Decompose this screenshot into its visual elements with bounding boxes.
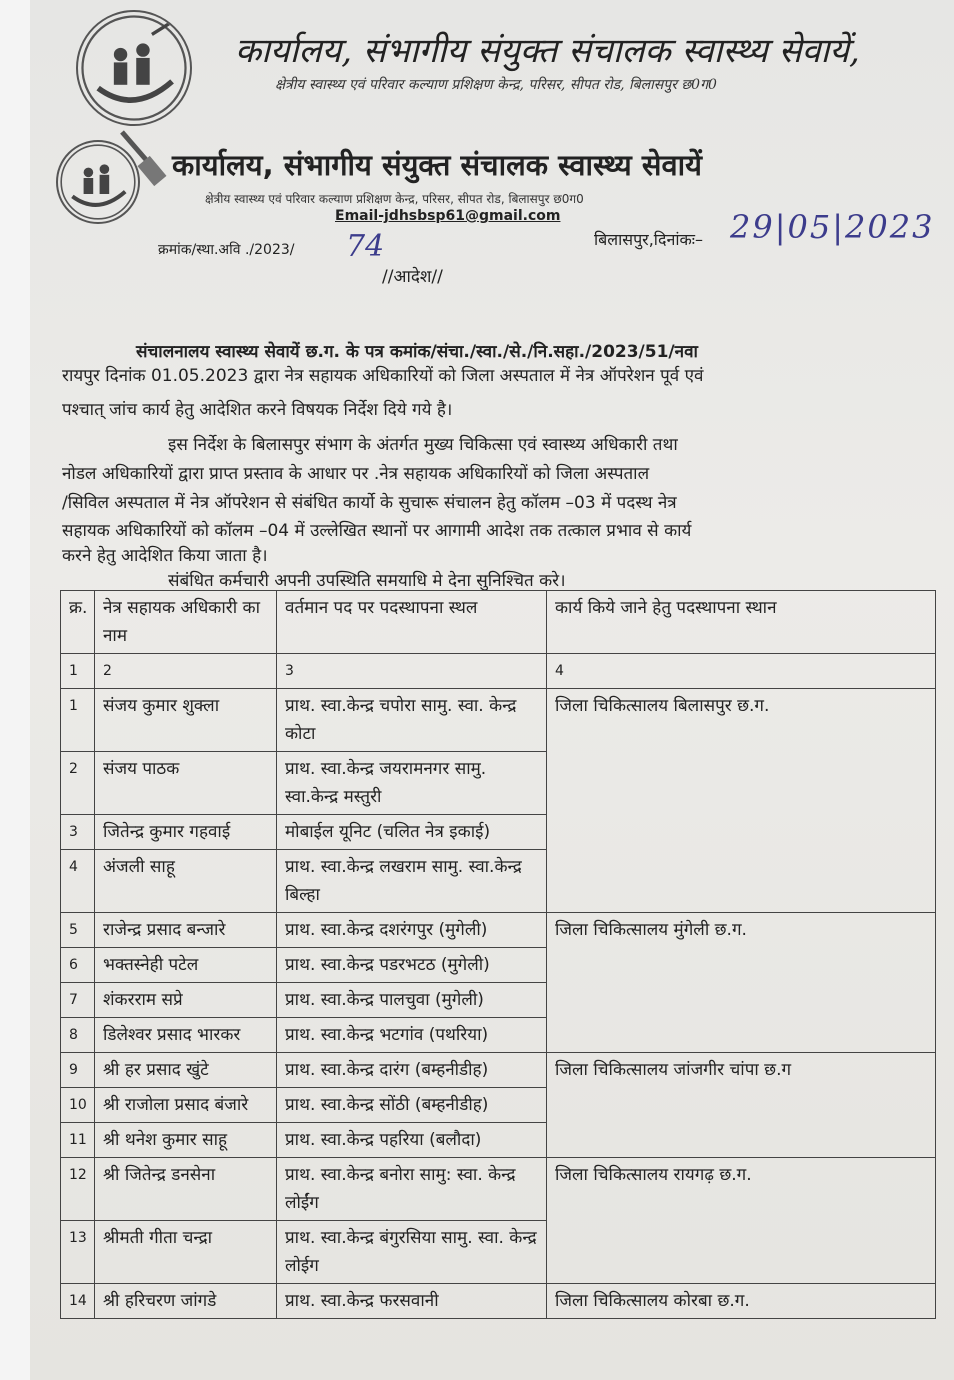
row-name: श्री हर प्रसाद खुंटे [95,1053,277,1088]
row-serial: 7 [61,983,95,1018]
body-line-3: पश्चात् जांच कार्य हेतु आदेशित करने विषयक निर्देश दिये गये है। [62,400,453,420]
column-number: 4 [547,654,936,689]
reference-number-handwritten: 74 [346,229,385,264]
row-serial: 1 [61,689,95,752]
table-row [61,689,936,752]
table-row [61,1284,936,1319]
row-new-posting: जिला चिकित्सालय बिलासपुर छ.ग. [547,689,936,913]
reference-number-prefix: क्रमांक/स्था.अवि ./2023/ [158,242,295,258]
letterhead-email: Email-jdhsbsp61@gmail.com [335,208,561,224]
row-serial: 3 [61,815,95,850]
body-line-6: /सिविल अस्पताल में नेत्र ऑपरेशन से संबंधित कार्यो के सुचारू संचालन हेतु कॉलम –03 में पदस्थ नेत्र [62,493,677,513]
row-name: अंजली साहू [95,850,277,913]
body-line-9: संबंधित कर्मचारी अपनी उपस्थिति समयाधि मे देना सुनिश्चित करे। [168,571,566,591]
row-serial: 10 [61,1088,95,1123]
letterhead-title: कार्यालय, संभागीय संयुक्त संचालक स्वास्थ्य सेवायें [172,148,702,182]
body-line-1: संचालनालय स्वास्थ्य सेवायें छ.ग. के पत्र कमांक/संचा./स्वा./से./नि.सहा./2023/51/नवा [136,342,698,362]
row-serial: 11 [61,1123,95,1158]
row-name: भक्तस्नेही पटेल [95,948,277,983]
row-current-posting: मोबाईल यूनिट (चलित नेत्र इकाई) [277,815,547,850]
row-name: श्री राजोला प्रसाद बंजारे [95,1088,277,1123]
row-new-posting: जिला चिकित्सालय मुंगेली छ.ग. [547,913,936,1053]
date-handwritten: 29|05|2023 [730,208,935,246]
table-column-number-row [61,654,936,689]
row-name: संजय पाठक [95,752,277,815]
row-current-posting: प्राथ. स्वा.केन्द्र फरसवानी [277,1284,547,1319]
row-current-posting: प्राथ. स्वा.केन्द्र दशरंगपुर (मुगेली) [277,913,547,948]
row-current-posting: प्राथ. स्वा.केन्द्र दारंग (बम्हनीडीह) [277,1053,547,1088]
row-current-posting: प्राथ. स्वा.केन्द्र सोंठी (बम्हनीडीह) [277,1088,547,1123]
table-header-row [61,591,936,654]
body-line-7: सहायक अधिकारियों को कॉलम –04 में उल्लेखित स्थानों पर आगामी आदेश तक तत्काल प्रभाव से कार्य [62,521,692,541]
row-current-posting: प्राथ. स्वा.केन्द्र पालचुवा (मुगेली) [277,983,547,1018]
row-serial: 8 [61,1018,95,1053]
body-line-4: इस निर्देश के बिलासपुर संभाग के अंतर्गत मुख्य चिकित्सा एवं स्वास्थ्य अधिकारी तथा [168,435,678,455]
row-serial: 9 [61,1053,95,1088]
row-serial: 2 [61,752,95,815]
row-current-posting: प्राथ. स्वा.केन्द्र जयरामनगर सामु. स्वा.केन्द्र मस्तुरी [277,752,547,815]
posting-table [60,590,936,1319]
body-line-2: रायपुर दिनांक 01.05.2023 द्वारा नेत्र सहायक अधिकारियों को जिला अस्पताल में नेत्र ऑपरेशन पूर्व एवं [62,366,704,386]
page-left-margin [0,0,30,1380]
brush-icon [118,128,168,190]
table-row [61,1158,936,1221]
row-name: श्रीमती गीता चन्द्रा [95,1221,277,1284]
date-label: बिलासपुर,दिनांकः– [594,230,703,249]
row-new-posting: जिला चिकित्सालय कोरबा छ.ग. [547,1284,936,1319]
row-name: राजेन्द्र प्रसाद बन्जारे [95,913,277,948]
row-name: श्री थनेश कुमार साहू [95,1123,277,1158]
row-current-posting: प्राथ. स्वा.केन्द्र पडरभटठ (मुगेली) [277,948,547,983]
row-current-posting: प्राथ. स्वा.केन्द्र चपोरा सामु. स्वा. केन्द्र कोटा [277,689,547,752]
row-serial: 13 [61,1221,95,1284]
row-new-posting: जिला चिकित्सालय रायगढ़ छ.ग. [547,1158,936,1284]
column-number: 2 [95,654,277,689]
table-row [61,1053,936,1088]
row-name: श्री जितेन्द्र डनसेना [95,1158,277,1221]
column-number: 3 [277,654,547,689]
table-header: क्र. [61,591,95,654]
row-name: डिलेश्वर प्रसाद भारकर [95,1018,277,1053]
row-name: श्री हरिचरण जांगडे [95,1284,277,1319]
row-name: शंकरराम सप्रे [95,983,277,1018]
emblem-logo-top [76,10,192,126]
row-current-posting: प्राथ. स्वा.केन्द्र बंगुरसिया सामु. स्वा. केन्द्र लोईग [277,1221,547,1284]
row-current-posting: प्राथ. स्वा.केन्द्र पहरिया (बलौदा) [277,1123,547,1158]
table-header: कार्य किये जाने हेतु पदस्थापना स्थान [547,591,936,654]
row-current-posting: प्राथ. स्वा.केन्द्र लखराम सामु. स्वा.केन्द्र बिल्हा [277,850,547,913]
table-row [61,913,936,948]
row-serial: 12 [61,1158,95,1221]
emblem-seal-icon [78,12,190,124]
body-line-5: नोडल अधिकारियों द्वारा प्राप्त प्रस्ताव के आधार पर .नेत्र सहायक अधिकारियों को जिला अस्पताल [62,464,650,484]
letterhead-top-title: कार्यालय, संभागीय संयुक्त संचालक स्वास्थ्य सेवायें, [235,31,860,71]
row-serial: 4 [61,850,95,913]
row-current-posting: प्राथ. स्वा.केन्द्र बनोरा सामु: स्वा. केन्द्र लोईंग [277,1158,547,1221]
order-heading: //आदेश// [382,267,443,287]
row-serial: 6 [61,948,95,983]
row-current-posting: प्राथ. स्वा.केन्द्र भटगांव (पथरिया) [277,1018,547,1053]
table-header: वर्तमान पद पर पदस्थापना स्थल [277,591,547,654]
row-serial: 14 [61,1284,95,1319]
row-name: संजय कुमार शुक्ला [95,689,277,752]
row-serial: 5 [61,913,95,948]
table-header: नेत्र सहायक अधिकारी का नाम [95,591,277,654]
row-name: जितेन्द्र कुमार गहवाई [95,815,277,850]
row-new-posting: जिला चिकित्सालय जांजगीर चांपा छ.ग [547,1053,936,1158]
column-number: 1 [61,654,95,689]
body-line-8: करने हेतु आदेशित किया जाता है। [62,546,268,566]
letterhead-subtitle: क्षेत्रीय स्वास्थ्य एवं परिवार कल्याण प्रशिक्षण केन्द्र, परिसर, सीपत रोड, बिलासपुर छ0ग0 [205,192,584,206]
letterhead-top-subtitle: क्षेत्रीय स्वास्थ्य एवं परिवार कल्याण प्रशिक्षण केन्द्र, परिसर, सीपत रोड, बिलासपुर छ0ग0 [275,77,717,93]
